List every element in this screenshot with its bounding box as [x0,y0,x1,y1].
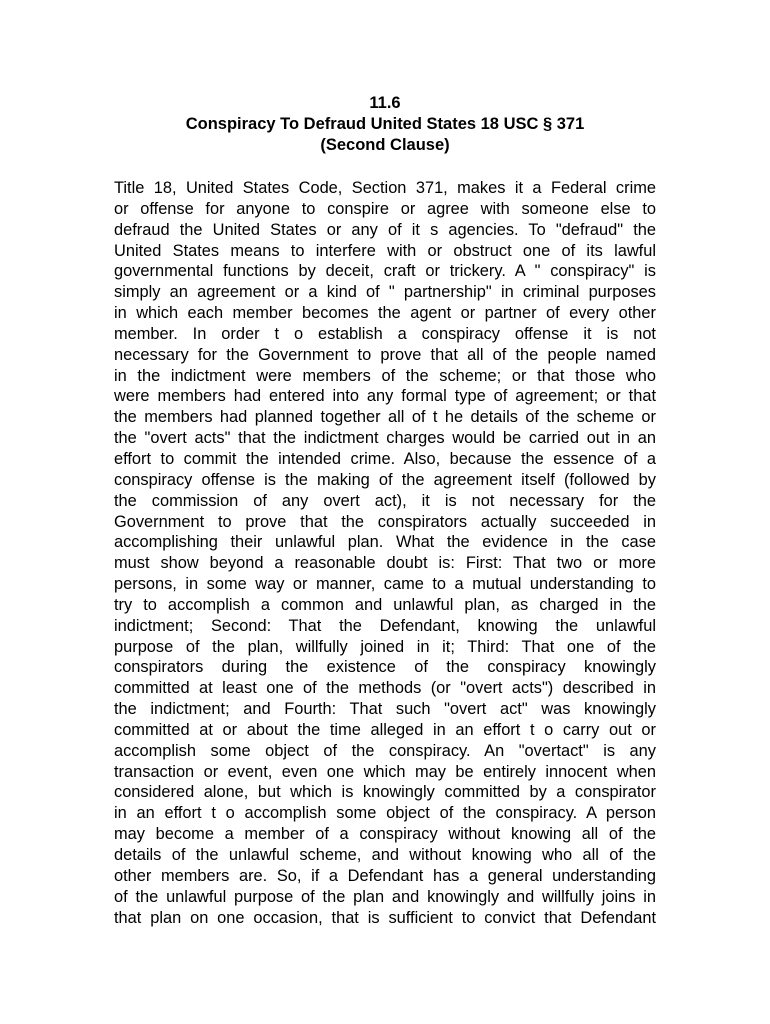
body-line: defraud the United States or any of it s agencies. To "defraud" the [114,220,656,239]
section-number: 11.6 [369,94,401,112]
body-line: must show beyond a reasonable doubt is: First: That two or more [114,554,656,573]
body-line: accomplish some object of the conspiracy. An "overtact" is any [114,741,656,760]
body-line: or offense for anyone to conspire or agree with someone else to [114,199,656,218]
body-line: try to accomplish a common and unlawful plan, as charged in the [114,595,656,614]
body-line: conspiracy offense is the making of the agreement itself (followed by [114,470,656,489]
body-line: necessary for the Government to prove that all of the people named [114,345,656,364]
body-line: transaction or event, even one which may be entirely innocent when [114,762,656,781]
body-line: effort to commit the intended crime. Also, because the essence of a [114,449,656,468]
body-line: indictment; Second: That the Defendant, knowing the unlawful [114,616,656,635]
body-line: persons, in some way or manner, came to a mutual understanding to [114,575,656,594]
body-line: considered alone, but which is knowingly committed by a conspirator [114,783,656,802]
body-line: the indictment; and Fourth: That such "overt act" was knowingly [114,700,656,719]
body-line: of the unlawful purpose of the plan and knowingly and willfully joins in [114,887,656,906]
body-line: member. In order t o establish a conspiracy offense it is not [114,324,656,343]
section-title: Conspiracy To Defraud United States 18 USC § 371 [185,115,585,133]
body-paragraph [114,178,656,928]
body-line: in the indictment were members of the scheme; or that those who [114,366,656,385]
body-line: Government to prove that the conspirators actually succeeded in [114,512,656,531]
body-line: in an effort t o accomplish some object of the conspiracy. A person [114,804,656,823]
body-line: were members had entered into any formal type of agreement; or that [114,387,656,406]
body-line: may become a member of a conspiracy without knowing all of the [114,825,656,844]
body-line: accomplishing their unlawful plan. What the evidence in the case [114,533,656,552]
body-line: United States means to interfere with or obstruct one of its lawful [114,241,656,260]
document-heading [114,93,656,156]
body-line: other members are. So, if a Defendant has a general understanding [114,866,656,885]
body-line: in which each member becomes the agent or partner of every other [114,304,656,323]
body-line: details of the unlawful scheme, and without knowing who all of the [114,846,656,864]
body-line: Title 18, United States Code, Section 371, makes it a Federal crime [114,179,656,197]
body-line: governmental functions by deceit, craft or trickery. A " conspiracy" is [114,262,656,281]
section-subtitle: (Second Clause) [320,136,450,154]
body-line: purpose of the plan, willfully joined in it; Third: That one of the [114,637,656,656]
body-line: conspirators during the existence of the conspiracy knowingly [114,658,656,677]
body-line: committed at least one of the methods (or "overt acts") described in [114,679,656,698]
body-line: simply an agreement or a kind of " partnership" in criminal purposes [114,283,656,302]
body-line: that plan on one occasion, that is sufficient to convict that Defendant [114,908,656,927]
body-line: committed at or about the time alleged in an effort t o carry out or [114,720,656,739]
body-line: the members had planned together all of t he details of the scheme or [114,408,656,427]
body-line: the "overt acts" that the indictment charges would be carried out in an [114,429,656,448]
body-line: the commission of any overt act), it is not necessary for the [114,491,656,510]
